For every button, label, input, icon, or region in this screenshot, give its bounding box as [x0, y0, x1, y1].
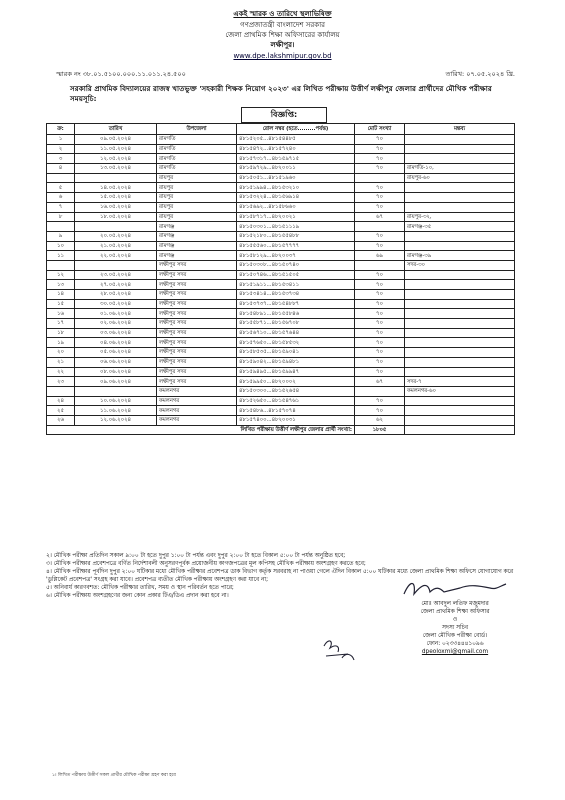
- initials-scribble: [318, 636, 358, 664]
- note-item: ৫। অনিবার্য কারণবশত: মৌখিক পরীক্ষার তারিখ, সময় ও স্থান পরিবর্তন হতে পারে;: [46, 585, 234, 591]
- cell-count: ৬৯: [355, 251, 405, 261]
- cell-remark: [405, 183, 515, 193]
- cell-upazila: লক্ষীপুর সদর: [157, 328, 237, 338]
- cell-date: [75, 222, 157, 232]
- total-value: ১৮০৫: [355, 425, 405, 435]
- schedule-table: [46, 123, 515, 435]
- cell-upazila: কমলনগর: [157, 386, 237, 396]
- cell-remark: [405, 357, 515, 367]
- cell-sl: ১০: [47, 241, 75, 251]
- cell-sl: ২: [47, 144, 75, 154]
- cell-count: ৭০: [355, 231, 405, 241]
- cell-remark: কমলনগর-৬০: [405, 386, 515, 396]
- cell-count: [355, 173, 405, 183]
- cell-remark: সদর-৩০: [405, 260, 515, 270]
- cell-roll: ৪৮১৫৯৪৯৫...৪৮১৫৯৯৪৭: [237, 367, 355, 377]
- cell-date: ০৫.০৬.২০২৪: [75, 348, 157, 358]
- cell-remark: [405, 202, 515, 212]
- cell-roll: ৪৮১৫২৬৫০...৪৮১৫৪৭৬১: [237, 396, 355, 406]
- cell-sl: ৭: [47, 202, 75, 212]
- cell-date: ১০.০৬.২০২৪: [75, 396, 157, 406]
- cell-date: ০৯.০৫.২০২৪: [75, 135, 157, 145]
- table-row: [47, 338, 515, 348]
- note-item: ৬। মৌখিক পরীক্ষায় অংশগ্রহণের জন্য কোন প্রকার টিএ/ডিএ প্রদান করা হবে না।: [46, 593, 229, 599]
- cell-count: ৬২: [355, 415, 405, 425]
- cell-remark: সদর-৭: [405, 377, 515, 387]
- cell-date: ২৩.০৫.২০২৪: [75, 270, 157, 280]
- cell-date: ৩০.০৫.২০২৪: [75, 299, 157, 309]
- cell-remark: [405, 280, 515, 290]
- total-row: [47, 425, 515, 435]
- cell-sl: ২৪: [47, 396, 75, 406]
- header-website-link[interactable]: www.dpe.lakshmipur.gov.bd: [233, 52, 332, 60]
- table-row: [47, 367, 515, 377]
- note-item: ২। মৌখিক পরীক্ষা প্রতিদিন সকাল ৯:০০ টা হতে দুপুর ১:০০ টা পর্যন্ত এবং দুপুর ২:০০ টা হতে বিকাল ৫:০০ টা পর্যন্ত অনুষ্ঠিত হবে;: [46, 553, 346, 559]
- total-label: লিখিত পরীক্ষায় উত্তীর্ণ লক্ষীপুর জেলার প্রার্থী সংখ্যা:: [47, 425, 355, 435]
- table-row: [47, 144, 515, 154]
- cell-roll: ৪৮১৫২০৫...৪৮১৫৪৪৮৫: [237, 135, 355, 145]
- cell-count: ৭০: [355, 241, 405, 251]
- cell-count: ৭০: [355, 183, 405, 193]
- cell-count: ৭০: [355, 202, 405, 212]
- signatory-email-link[interactable]: dpeoloxmi@gmail.com: [421, 649, 489, 655]
- table-row: [47, 290, 515, 300]
- cell-date: ০৬.০৬.২০২৪: [75, 357, 157, 367]
- table-row: [47, 241, 515, 251]
- cell-remark: [405, 154, 515, 164]
- cell-date: ১১.০৫.২০২৪: [75, 144, 157, 154]
- cell-remark: [405, 270, 515, 280]
- cell-sl: ৮: [47, 212, 75, 222]
- cell-roll: ৪৮১৫৩৪১৪...৪৮১৫৩৭৩৪: [237, 290, 355, 300]
- cell-roll: ৪৮১৫৬৯২...৪৮১৫৮৬৬০: [237, 202, 355, 212]
- cell-sl: ১: [47, 135, 75, 145]
- cell-sl: [47, 260, 75, 270]
- col-header-sl: ক্র:: [47, 124, 75, 135]
- cell-remark: [405, 348, 515, 358]
- cell-remark: [405, 231, 515, 241]
- cell-upazila: লক্ষীপুর সদর: [157, 280, 237, 290]
- cell-roll: ৪৮১৫০৭৪৬...৪৮১৫১৫০৫: [237, 270, 355, 280]
- cell-upazila: রামগঞ্জ: [157, 222, 237, 232]
- cell-date: ১৮.০৫.২০২৪: [75, 212, 157, 222]
- cell-date: ১৩.০৫.২০২৪: [75, 164, 157, 174]
- cell-remark: [405, 241, 515, 251]
- signatory-role: সদস্য সচিব: [441, 625, 469, 631]
- cell-count: ৭০: [355, 135, 405, 145]
- cell-remark: রায়পুর-৩২,: [405, 212, 515, 222]
- cell-count: ৭০: [355, 328, 405, 338]
- cell-roll: ৪৮১৫০৩০১...৪৮১৫১১১৯: [237, 222, 355, 232]
- cell-upazila: লক্ষীপুর সদর: [157, 270, 237, 280]
- table-row: [47, 348, 515, 358]
- table-row: [47, 309, 515, 319]
- cell-date: ০৮.০৬.২০২৪: [75, 367, 157, 377]
- cell-sl: ১৬: [47, 309, 75, 319]
- cell-upazila: লক্ষীপুর সদর: [157, 290, 237, 300]
- cell-count: ৭০: [355, 396, 405, 406]
- cell-count: [355, 260, 405, 270]
- table-row: [47, 270, 515, 280]
- cell-count: ৭০: [355, 164, 405, 174]
- cell-upazila: লক্ষীপুর সদর: [157, 367, 237, 377]
- cell-upazila: লক্ষীপুর সদর: [157, 309, 237, 319]
- cell-roll: ৪৮১৫৭৩১৭...৪৮১৫৯৭১৫: [237, 154, 355, 164]
- col-header-upazila: উপজেলা: [157, 124, 237, 135]
- cell-date: [75, 386, 157, 396]
- cell-sl: ২০: [47, 348, 75, 358]
- cell-date: ১২.০৫.২০২৪: [75, 154, 157, 164]
- cell-sl: ১১: [47, 251, 75, 261]
- cell-roll: ৪৮১৫৮১২৯...৪৮২০০৩৭: [237, 251, 355, 261]
- cell-date: ২১.০৫.২০২৪: [75, 241, 157, 251]
- cell-roll: ৪৮১৫৬৭১০...৪৮১৫৭৬৪৪: [237, 328, 355, 338]
- cell-date: ১১.০৬.২০২৪: [75, 406, 157, 416]
- cell-remark: রায়পুর-৬০: [405, 173, 515, 183]
- header-office: জেলা প্রাথমিক শিক্ষা অফিসারের কার্যালয়: [225, 31, 340, 39]
- cell-sl: ১৯: [47, 338, 75, 348]
- cell-roll: ৪৮১৫০৩০০...৪৮১৫২৬৫৪: [237, 386, 355, 396]
- signature-block: [385, 600, 525, 656]
- cell-remark: [405, 144, 515, 154]
- cell-roll: ৪৮১৫৫৫৬০...৪৮১৫৭৭৭৭: [237, 241, 355, 251]
- cell-count: ৭০: [355, 309, 405, 319]
- signatory-designation: জেলা প্রাথমিক শিক্ষা অফিসার: [420, 609, 490, 615]
- cell-date: ২৮.০৫.২০২৪: [75, 290, 157, 300]
- cell-roll: ৪৮১৫৩৭৩৭...৪৮১৫৪৮৮৭: [237, 299, 355, 309]
- signatory-name: মোঃ আবদুল লতিফ মজুমদার: [421, 601, 489, 607]
- cell-date: ২৭.০৫.২০২৪: [75, 280, 157, 290]
- signatory-board: জেলা মৌখিক পরীক্ষা বোর্ড।: [422, 633, 488, 639]
- cell-remark: [405, 415, 515, 425]
- table-row: [47, 260, 515, 270]
- table-row: [47, 164, 515, 174]
- cell-roll: ৪৮১৫০৩০৮...৪৮১৫০৭৪০: [237, 260, 355, 270]
- cell-sl: ৬: [47, 193, 75, 203]
- cell-upazila: রামগঞ্জ: [157, 251, 237, 261]
- cell-roll: ৪৮১৫৯৯৫০...৪৮২০০০২: [237, 377, 355, 387]
- cell-upazila: রামগতি: [157, 154, 237, 164]
- cell-sl: ১৮: [47, 328, 75, 338]
- table-row: [47, 193, 515, 203]
- signature-and: ও: [452, 617, 458, 623]
- cell-roll: ৪৮১৫৩২২৪...৪৮১৫৬৯১৪: [237, 193, 355, 203]
- notice-label: বিজ্ঞপ্তি:: [241, 107, 327, 123]
- cell-roll: ৪৮১৫৮৫৩৫...৪৮১৫৯০৪১: [237, 348, 355, 358]
- signature-scribble: [400, 576, 510, 602]
- col-header-roll: রোল নম্বর (হতে.........পর্যন্ত): [237, 124, 355, 135]
- table-row: [47, 357, 515, 367]
- cell-roll: ৪৮১৫৪৮৬...৪৮১৫৭০৭৪: [237, 406, 355, 416]
- header-government: গণপ্রজাতন্ত্রী বাংলাদেশ সরকার: [240, 21, 325, 29]
- cell-roll: ৪৮১৫০৫১...৪৮১৫১৯৬০: [237, 173, 355, 183]
- cell-roll: ৪৮১৫৯৭২৯...৪৮২০০১১: [237, 164, 355, 174]
- cell-roll: ৪৮১৫২১৮০...৪৮১৫৫৪৮৮: [237, 231, 355, 241]
- table-row: [47, 328, 515, 338]
- cell-count: ৭০: [355, 270, 405, 280]
- cell-sl: ২১: [47, 357, 75, 367]
- cell-sl: [47, 222, 75, 232]
- cell-count: ৭০: [355, 357, 405, 367]
- table-row: [47, 202, 515, 212]
- cell-upazila: রামগঞ্জ: [157, 231, 237, 241]
- table-row: [47, 222, 515, 232]
- table-row: [47, 319, 515, 329]
- cell-roll: ৪৮১৫৭৬৫০...৪৮১৫৮৫৩২: [237, 338, 355, 348]
- cell-roll: ৪৮১৫৭৪০০...৪৮২০০৩১: [237, 415, 355, 425]
- cell-remark: [405, 338, 515, 348]
- cell-count: [355, 222, 405, 232]
- cell-upazila: লক্ষীপুর সদর: [157, 299, 237, 309]
- cell-sl: ১৪: [47, 290, 75, 300]
- cell-upazila: কমলনগর: [157, 415, 237, 425]
- cell-date: ০৪.০৬.২০২৪: [75, 338, 157, 348]
- table-row: [47, 386, 515, 396]
- cell-upazila: লক্ষীপুর সদর: [157, 357, 237, 367]
- cell-roll: ৪৮১৫৫৮৭১...৪৮১৫৬৭০৮: [237, 319, 355, 329]
- cell-count: ৬৭: [355, 212, 405, 222]
- cell-count: ৭০: [355, 280, 405, 290]
- cell-upazila: রায়পুর: [157, 193, 237, 203]
- cell-roll: ৪৮১৫৪৭২...৪৮১৫৭২৪০: [237, 144, 355, 154]
- cell-sl: ৯: [47, 231, 75, 241]
- schedule-body: [47, 135, 515, 426]
- cell-upazila: রামগতি: [157, 144, 237, 154]
- cell-sl: ২৩: [47, 377, 75, 387]
- col-header-remark: মন্তব্য: [405, 124, 515, 135]
- cell-roll: ৪৮১৫৪৮৯১...৪৮১৫৫৮৪৬: [237, 309, 355, 319]
- cell-sl: ২৫: [47, 406, 75, 416]
- cell-sl: ৪: [47, 164, 75, 174]
- cell-upazila: রায়পুর: [157, 202, 237, 212]
- table-row: [47, 231, 515, 241]
- cell-upazila: লক্ষীপুর সদর: [157, 260, 237, 270]
- cell-sl: ৩: [47, 154, 75, 164]
- cell-date: [75, 173, 157, 183]
- cell-roll: ৪৮১৫১৯৯৪...৪৮১৫৩২১০: [237, 183, 355, 193]
- cell-sl: [47, 386, 75, 396]
- note-item: ৪। মৌখিক পরীক্ষার পূর্বদিন দুপুর ২:০০ ঘটিকার মধ্যে মৌখিক পরীক্ষার প্রবেশপত্র ডাক বিভাগ কর্তৃক সরবরাহ না পাওয়া গেলে ঐদিন বিকাল ৫:০০ ঘটিকার মধ্যে জেলা প্রাথমিক শিক্ষা অফিসে যোগাযোগ করে 'ডুপ্লিকেট প্রবেশপত্র' সংগ্রহ করা যাবে। প্রবেশপত্র ব্যতীত মৌখিক পরীক্ষায় অংশগ্রহণ করা যাবে না;: [46, 569, 514, 583]
- cell-remark: [405, 367, 515, 377]
- cell-date: ১৪.০৫.২০২৪: [75, 183, 157, 193]
- cell-count: ৭০: [355, 144, 405, 154]
- cell-remark: [405, 193, 515, 203]
- table-row: [47, 415, 515, 425]
- cell-remark: [405, 396, 515, 406]
- cell-upazila: রায়পুর: [157, 183, 237, 193]
- table-row: [47, 406, 515, 416]
- cell-upazila: রামগঞ্জ: [157, 241, 237, 251]
- cell-date: ২২.০৫.২০২৪: [75, 251, 157, 261]
- cell-remark: রামগঞ্জ-৩৯: [405, 251, 515, 261]
- cell-upazila: রায়পুর: [157, 173, 237, 183]
- table-row: [47, 377, 515, 387]
- cell-remark: [405, 299, 515, 309]
- table-row: [47, 154, 515, 164]
- cell-upazila: রামগতি: [157, 164, 237, 174]
- table-row: [47, 280, 515, 290]
- cell-sl: ১৭: [47, 319, 75, 329]
- cell-count: ৭০: [355, 299, 405, 309]
- cell-remark: রামগতি-১০,: [405, 164, 515, 174]
- cell-remark: [405, 309, 515, 319]
- header-line-1: একই স্মারক ও তারিখে স্থলাভিষিক্ত: [233, 10, 332, 18]
- cell-upazila: লক্ষীপুর সদর: [157, 338, 237, 348]
- col-header-count: মোট সংখ্যা: [355, 124, 405, 135]
- table-row: [47, 183, 515, 193]
- cell-remark: রামগঞ্জ-৩৫: [405, 222, 515, 232]
- col-header-date: তারিখ: [75, 124, 157, 135]
- cell-remark: [405, 328, 515, 338]
- cell-sl: ১২: [47, 270, 75, 280]
- cell-count: ৭০: [355, 367, 405, 377]
- cell-upazila: লক্ষীপুর সদর: [157, 348, 237, 358]
- table-row: [47, 135, 515, 145]
- cell-roll: ৪৮১৫১৯১১...৪৮১৫৩৪১১: [237, 280, 355, 290]
- cell-upazila: রামগতি: [157, 135, 237, 145]
- cell-upazila: রায়পুর: [157, 212, 237, 222]
- cell-count: ৭০: [355, 290, 405, 300]
- cell-upazila: কমলনগর: [157, 396, 237, 406]
- header-district: লক্ষীপুর।: [270, 41, 295, 49]
- cell-count: ৭০: [355, 338, 405, 348]
- cell-count: ৭০: [355, 193, 405, 203]
- cell-count: ৭০: [355, 319, 405, 329]
- cell-count: [355, 386, 405, 396]
- cell-count: ৭০: [355, 154, 405, 164]
- cell-date: ০২.০৬.২০২৪: [75, 319, 157, 329]
- table-row: [47, 299, 515, 309]
- cell-sl: ১৩: [47, 280, 75, 290]
- cell-sl: ২৬: [47, 415, 75, 425]
- cell-sl: ২২: [47, 367, 75, 377]
- cell-date: ১৫.০৫.২০২৪: [75, 193, 157, 203]
- cell-date: ২০.০৫.২০২৪: [75, 231, 157, 241]
- note-item: ৩। মৌখিক পরীক্ষার প্রবেশপত্রে বর্ণিত নির্দেশাবলী অনুসরণপূর্বক প্রয়োজনীয় কাগজপত্রের মূল কপিসহ মৌখিক পরীক্ষায় অংশগ্রহণ করতে হবে;: [46, 561, 366, 567]
- total-remark: [405, 425, 515, 435]
- cell-upazila: লক্ষীপুর সদর: [157, 319, 237, 329]
- memo-number: স্মারক নং ৩৮.০১.৫১০০.০০০.১১.০১১.২৪.৫০০: [56, 70, 186, 78]
- cell-roll: ৪৮১৫৯০৪২...৪৮১৫৯৪৮১: [237, 357, 355, 367]
- cell-upazila: কমলনগর: [157, 406, 237, 416]
- cell-date: ০৯.০৬.২০২৪: [75, 377, 157, 387]
- cell-sl: ১৫: [47, 299, 75, 309]
- cell-date: ১৬.০৫.২০২৪: [75, 202, 157, 212]
- cell-remark: [405, 319, 515, 329]
- memo-date: তারিখ: ০৭.০৫.২০২৪ খ্রি.: [445, 70, 515, 78]
- cell-remark: [405, 290, 515, 300]
- cell-date: ০৩.০৬.২০২৪: [75, 328, 157, 338]
- table-row: [47, 173, 515, 183]
- cell-date: ০১.০৬.২০২৪: [75, 309, 157, 319]
- table-row: [47, 251, 515, 261]
- table-row: [47, 212, 515, 222]
- cell-upazila: লক্ষীপুর সদর: [157, 377, 237, 387]
- cell-count: ৭০: [355, 348, 405, 358]
- cell-remark: [405, 135, 515, 145]
- table-row: [47, 396, 515, 406]
- document-title: সরকারি প্রাথমিক বিদ্যালয়ের রাজস্ব খাতভুক্ত 'সহকারী শিক্ষক নিয়োগ ২০২৩' এর লিখিত পরীক্ষায় উত্তীর্ণ লক্ষীপুর জেলার প্রার্থীদের মৌখিক পরীক্ষার সময়সূচি:: [70, 84, 492, 103]
- cell-sl: ৫: [47, 183, 75, 193]
- footer-note: ১। লিখিত পরীক্ষায় উত্তীর্ণ সকল প্রার্থীর মৌখিক পরীক্ষা গ্রহণ করা হবে: [52, 773, 176, 778]
- cell-roll: ৪৮১৫৮৭১৭...৪৮২০০২১: [237, 212, 355, 222]
- cell-date: [75, 260, 157, 270]
- cell-date: ১২.০৬.২০২৪: [75, 415, 157, 425]
- signatory-phone: ফোন: ০২৩৩৪৪৪১০৯৬: [426, 641, 484, 647]
- cell-count: ৬৭: [355, 377, 405, 387]
- table-header-row: [47, 124, 515, 135]
- cell-sl: [47, 173, 75, 183]
- cell-remark: [405, 406, 515, 416]
- cell-count: ৭০: [355, 406, 405, 416]
